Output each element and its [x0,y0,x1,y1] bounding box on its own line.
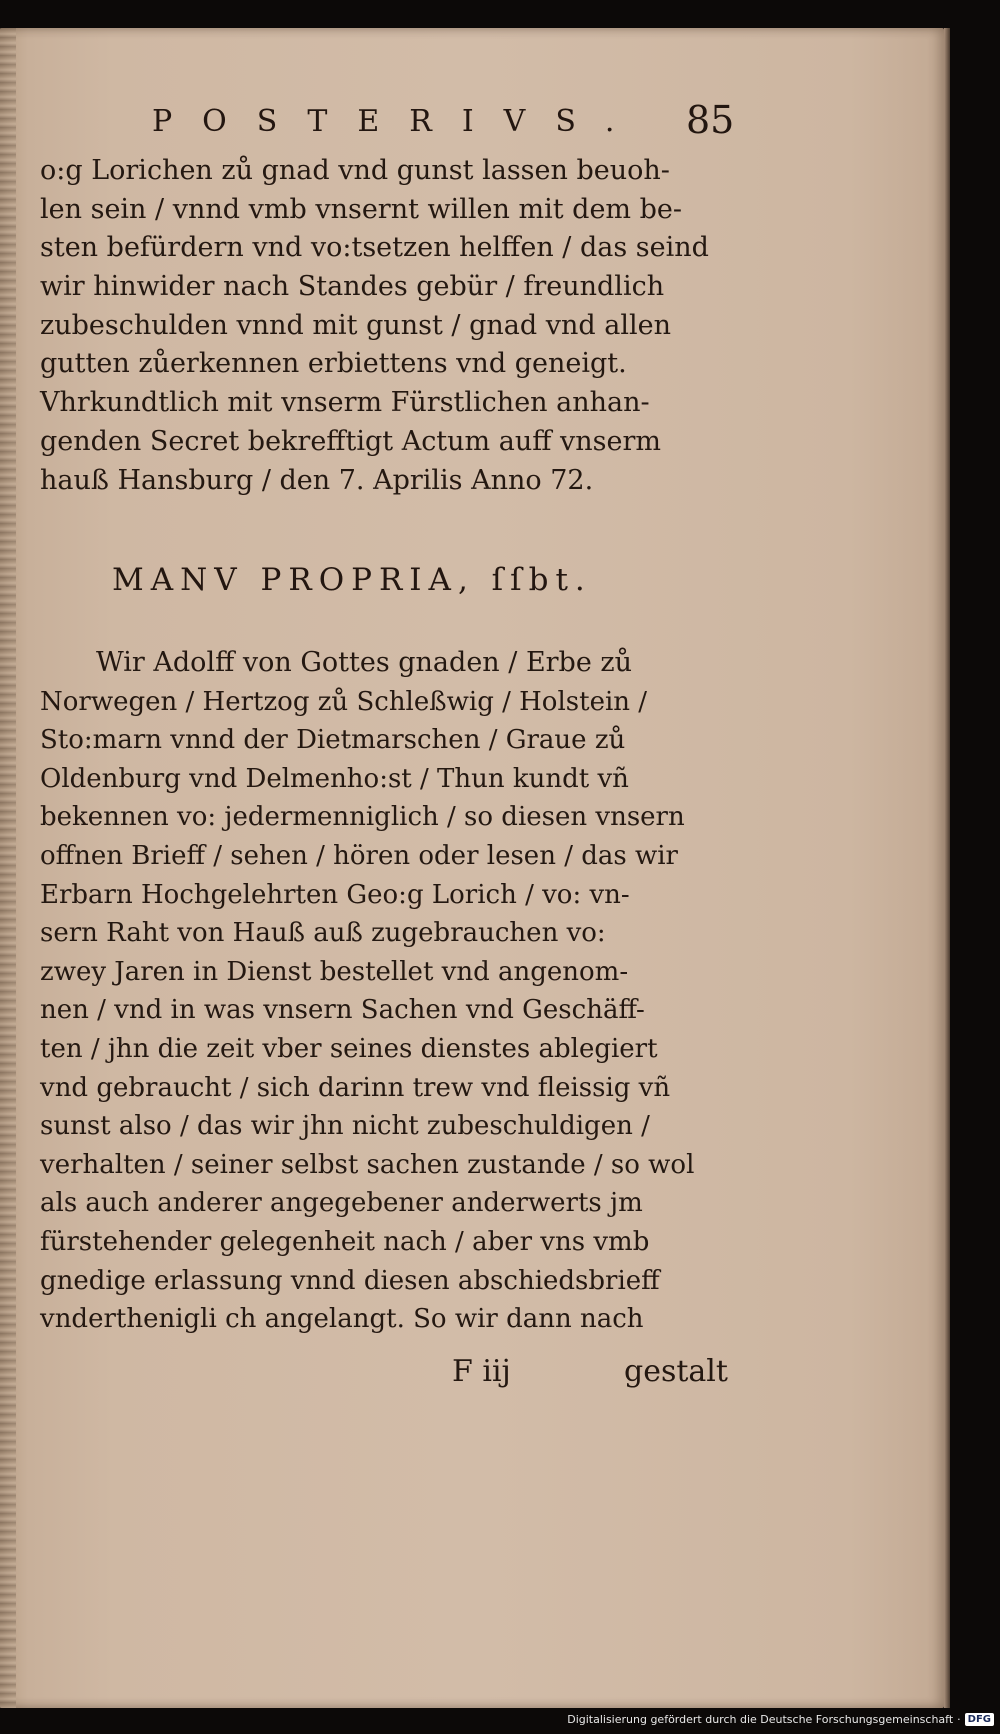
text-line: sern Raht von Hauß auß zugebrauchen vo: [40,918,606,949]
text-line: Vhrkundtlich mit vnserm Fürstlichen anhan- [40,387,650,419]
text-line: Oldenburg vnd Delmenho:st / Thun kundt vñ [40,763,629,794]
text-line: gnedige erlassung vnnd diesen abschiedsbrieff [40,1265,660,1296]
text-line: Sto:marn vnnd der Dietmarschen / Graue zů [40,725,626,756]
text-line: wir hinwider nach Standes gebür / freundlich [40,271,665,303]
text-line: gutten zůerkennen erbiettens vnd geneigt. [40,348,627,380]
catchword: gestalt [624,1354,728,1389]
text-line: als auch anderer angegebener anderwerts jm [40,1188,643,1219]
second-letter-text [40,644,730,1339]
page-number: 85 [686,98,735,142]
text-line: sunst also / das wir jhn nicht zubeschuldigen / [40,1111,650,1142]
text-line: len sein / vnnd vmb vnsernt willen mit dem be- [40,193,683,225]
page-header [0,86,944,146]
text-line: vnderthenigli ch angelangt. So wir dann nach [40,1304,644,1335]
letter-end-text [40,152,730,500]
text-line: zubeschulden vnnd mit gunst / gnad vnd allen [40,309,671,341]
text-line: verhalten / seiner selbst sachen zustande / so wol [40,1149,695,1180]
text-line: ten / jhn die zeit vber seines dienstes ablegiert [40,1033,658,1064]
signature-line: MANV PROPRIA, ſſbt. [112,562,592,598]
text-line: hauß Hansburg / den 7. Aprilis Anno 72. [40,464,594,496]
text-line: genden Secret bekrefftigt Actum auff vnserm [40,425,661,457]
text-line: Wir Adolff von Gottes gnaden / Erbe zů [96,647,633,678]
dfg-logo-icon: DFG [965,1713,994,1726]
digitization-credit: Digitalisierung gefördert durch die Deutsche Forschungsgemeinschaft · DFG [567,1710,994,1728]
signature-mark: F iij [452,1354,511,1389]
text-line: nen / vnd in was vnsern Sachen vnd Geschäff- [40,995,645,1026]
text-line: o:g Lorichen zů gnad vnd gunst lassen beuoh- [40,155,670,186]
text-line: fürstehender gelegenheit nach / aber vns vmb [40,1226,650,1257]
page-footer [0,1354,944,1398]
text-line: vnd gebraucht / sich darinn trew vnd fleissig vñ [40,1072,671,1103]
text-line: zwey Jaren in Dienst bestellet vnd angenom- [40,956,629,987]
page-edge [944,28,950,1708]
text-line: offnen Brieff / sehen / hören oder lesen / das wir [40,840,678,871]
text-line: Norwegen / Hertzog zů Schleßwig / Holstein / [40,686,648,717]
running-title: POSTERIVS. [152,104,645,139]
text-line: bekennen vo: jedermenniglich / so diesen vnsern [40,802,685,833]
text-line: sten befürdern vnd vo:tsetzen helffen / das seind [40,232,709,264]
text-line: Erbarn Hochgelehrten Geo:g Lorich / vo: vn- [40,879,630,910]
credit-text: Digitalisierung gefördert durch die Deutsche Forschungsgemeinschaft [567,1712,954,1726]
